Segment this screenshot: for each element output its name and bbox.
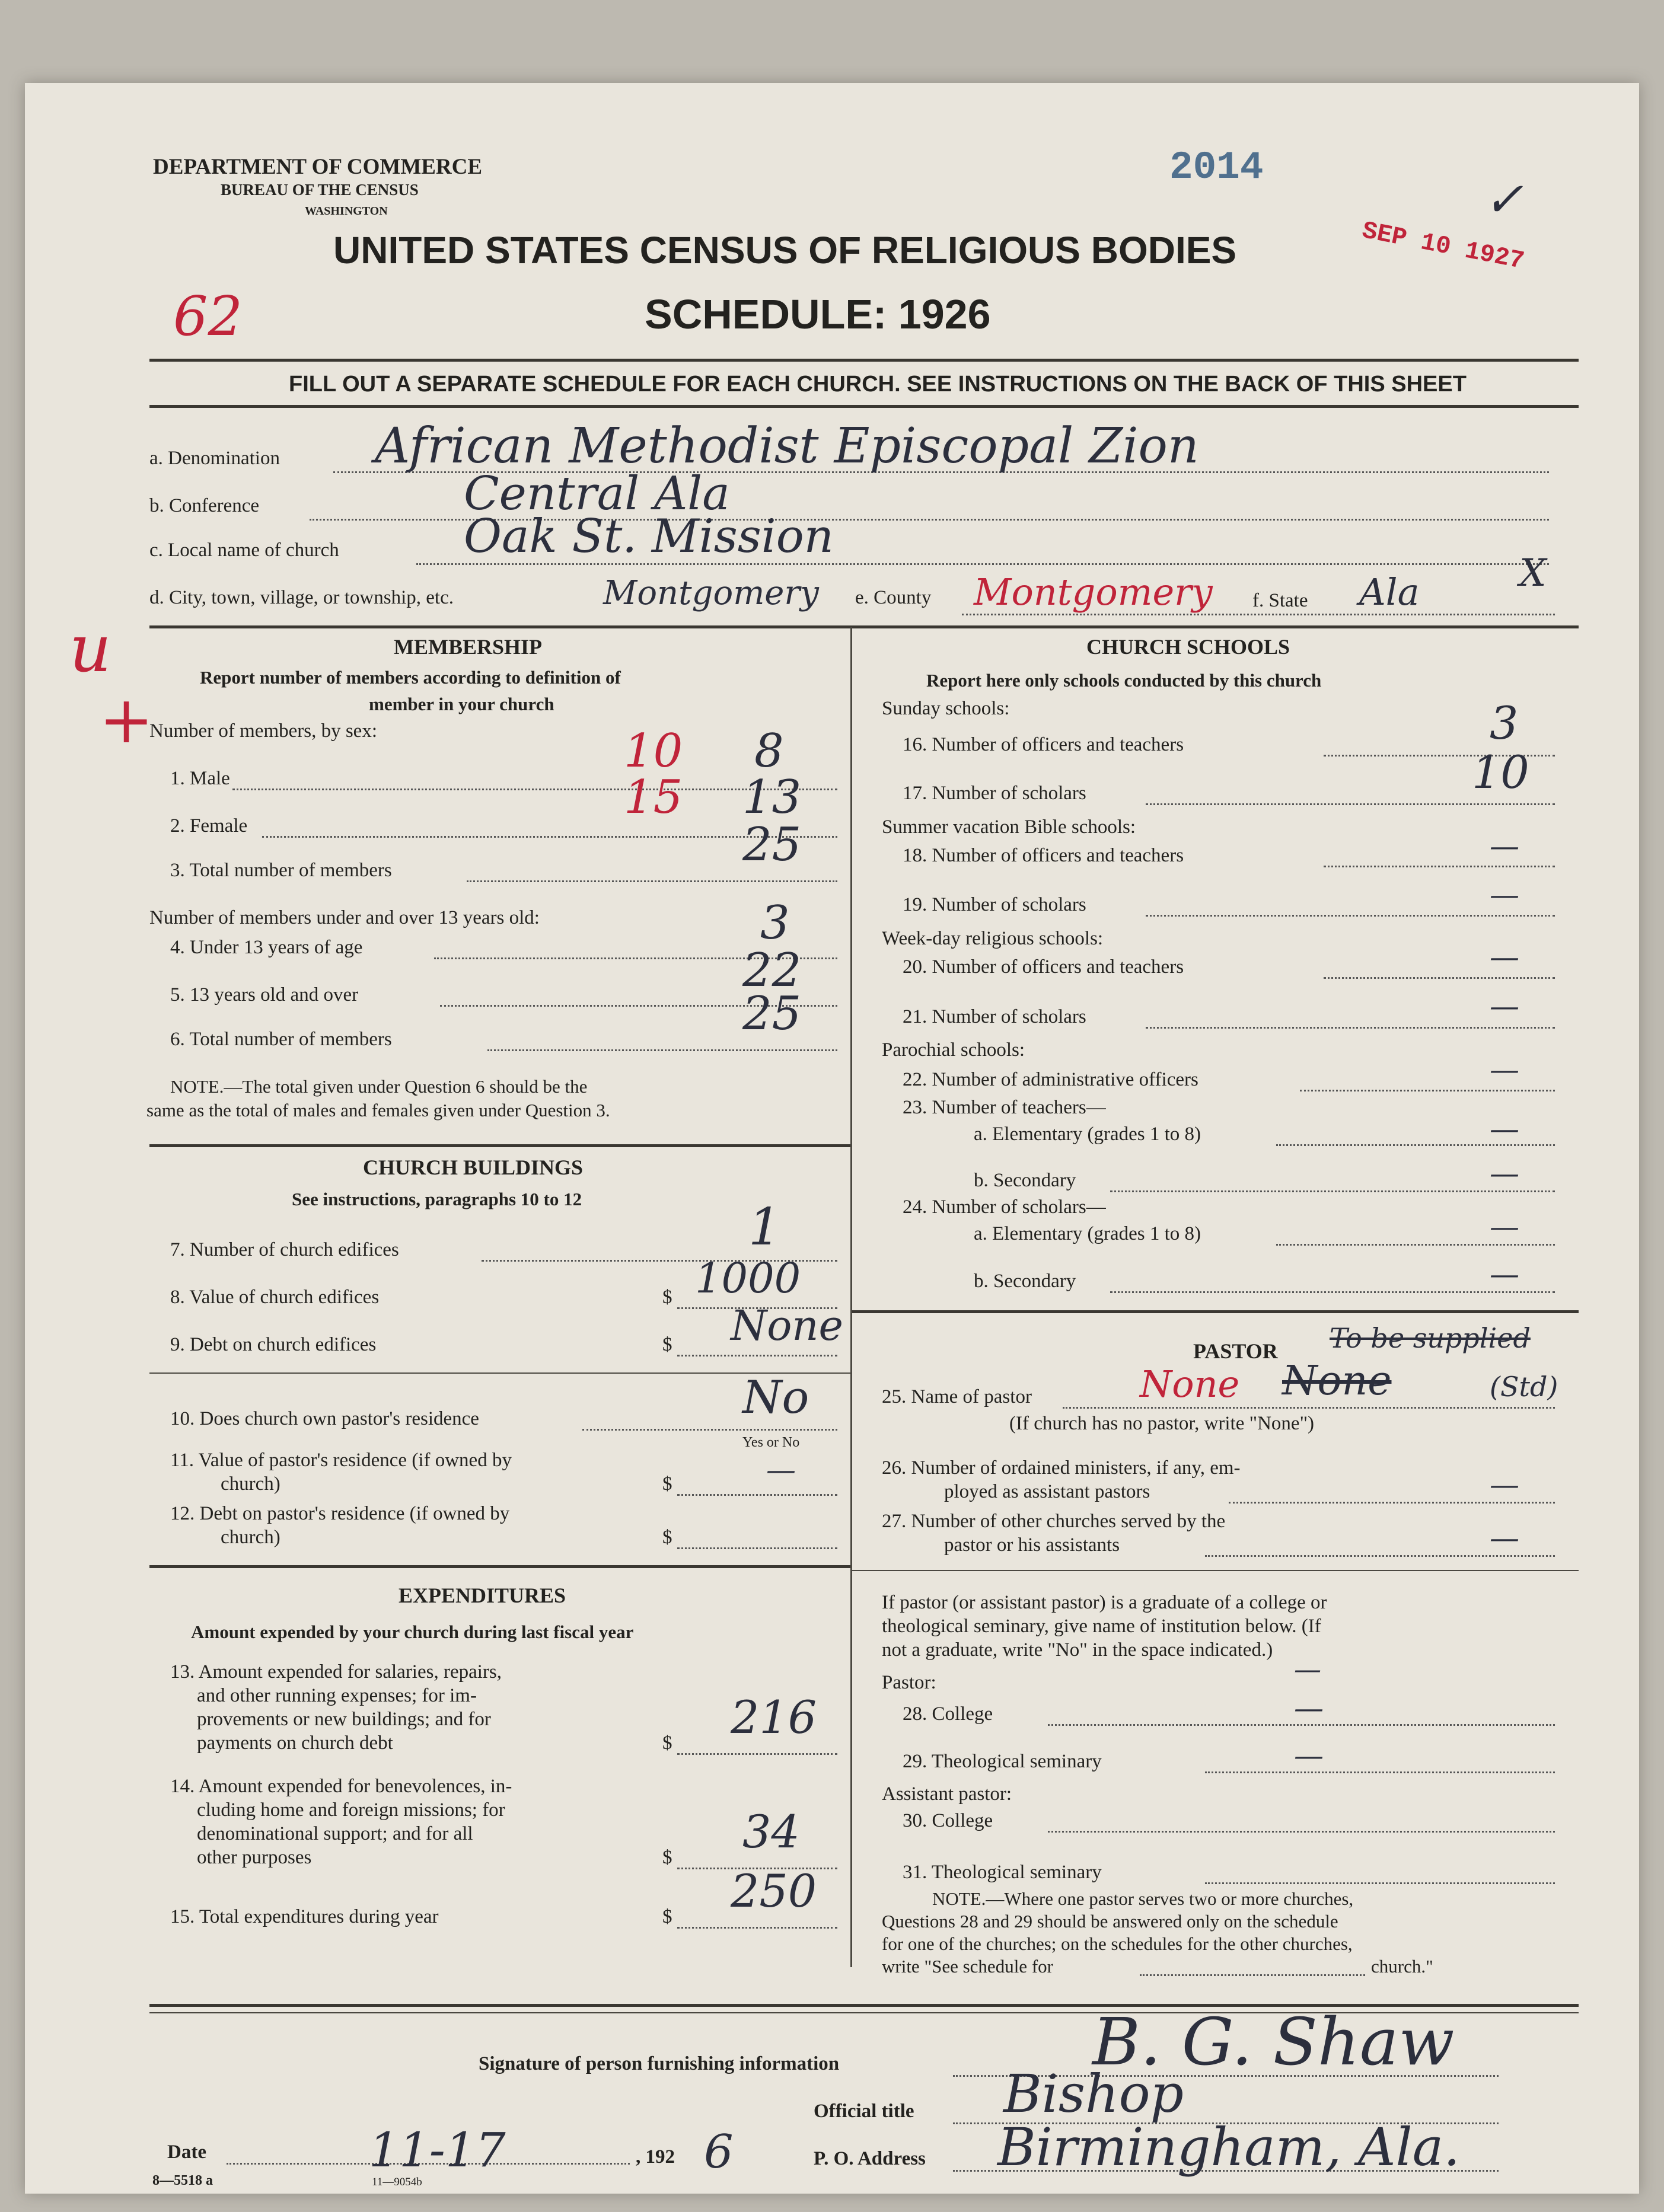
margin-number: 62 bbox=[173, 285, 243, 348]
q18-value[interactable]: — bbox=[1490, 829, 1519, 863]
q29-line bbox=[1205, 1771, 1555, 1773]
form-number: 8—5518 a bbox=[152, 2173, 213, 2188]
q25-red-value: None bbox=[1140, 1362, 1240, 1406]
schools-heading: CHURCH SCHOOLS bbox=[1086, 635, 1290, 659]
q8-label: 8. Value of church edifices bbox=[170, 1287, 380, 1308]
q26-label-2: ployed as assistant pastors bbox=[944, 1481, 1150, 1502]
summer-schools-label: Summer vacation Bible schools: bbox=[882, 816, 1136, 838]
q15-line bbox=[677, 1927, 837, 1929]
q24b-label: b. Secondary bbox=[974, 1271, 1076, 1292]
q7-value[interactable]: 1 bbox=[748, 1198, 781, 1257]
q12-label-1: 12. Debt on pastor's residence (if owned by bbox=[170, 1503, 510, 1524]
q14-label-1: 14. Amount expended for benevolences, in- bbox=[170, 1776, 512, 1797]
q8-dollar: $ bbox=[662, 1287, 672, 1308]
q27-label-1: 27. Number of other churches served by the bbox=[882, 1511, 1226, 1532]
instruction-rule bbox=[149, 405, 1579, 408]
parochial-schools-label: Parochial schools: bbox=[882, 1039, 1025, 1061]
q30-label: 30. College bbox=[903, 1810, 993, 1831]
pastor-dash: — bbox=[1294, 1653, 1321, 1685]
pastor-note-blank bbox=[1140, 1974, 1365, 1976]
schools-rule bbox=[852, 1310, 1579, 1313]
q15-value[interactable]: 250 bbox=[731, 1865, 817, 1917]
membership-subtitle-2: member in your church bbox=[369, 694, 554, 714]
q22-label: 22. Number of administrative officers bbox=[903, 1069, 1198, 1090]
q21-label: 21. Number of scholars bbox=[903, 1006, 1086, 1027]
state-label: f. State bbox=[1252, 590, 1308, 611]
q5-over13-label: 5. 13 years old and over bbox=[170, 984, 359, 1006]
q1-male-value[interactable]: 8 bbox=[754, 724, 784, 778]
denomination-label: a. Denomination bbox=[149, 448, 280, 469]
weekday-schools-label: Week-day religious schools: bbox=[882, 928, 1104, 949]
q20-label: 20. Number of officers and teachers bbox=[903, 956, 1184, 978]
q24b-line bbox=[1110, 1291, 1555, 1293]
q27-line bbox=[1205, 1555, 1555, 1557]
membership-rule bbox=[149, 1144, 850, 1147]
q3-total-label: 3. Total number of members bbox=[170, 860, 392, 881]
q24-label: 24. Number of scholars— bbox=[903, 1196, 1106, 1218]
year-value[interactable]: 6 bbox=[704, 2125, 734, 2179]
bureau-name: BUREAU OF THE CENSUS bbox=[221, 181, 419, 199]
q13-dollar: $ bbox=[662, 1732, 672, 1754]
q11-value[interactable]: — bbox=[766, 1453, 796, 1487]
q22-line bbox=[1300, 1090, 1555, 1091]
q29-label: 29. Theological seminary bbox=[903, 1751, 1102, 1772]
q9-line bbox=[677, 1355, 837, 1356]
x-mark-right: X bbox=[1519, 551, 1547, 595]
q13-label-1: 13. Amount expended for salaries, repairs, bbox=[170, 1661, 502, 1683]
yes-no-hint: Yes or No bbox=[742, 1435, 800, 1450]
q23b-label: b. Secondary bbox=[974, 1170, 1076, 1191]
print-number: 11—9054b bbox=[372, 2176, 422, 2188]
membership-subtitle-1: Report number of members according to definition of bbox=[200, 667, 621, 688]
q14-label-4: other purposes bbox=[197, 1847, 312, 1868]
q24a-value[interactable]: — bbox=[1490, 1209, 1519, 1244]
q2-female-red-value: 15 bbox=[624, 771, 683, 824]
q1-male-red-value: 10 bbox=[624, 724, 683, 778]
q23b-value[interactable]: — bbox=[1490, 1156, 1519, 1190]
q15-label: 15. Total expenditures during year bbox=[170, 1906, 439, 1927]
expenditures-heading: EXPENDITURES bbox=[399, 1584, 566, 1607]
members-by-sex-label: Number of members, by sex: bbox=[149, 720, 377, 742]
q6-line bbox=[487, 1049, 837, 1051]
q8-value[interactable]: 1000 bbox=[695, 1254, 801, 1303]
q27-value[interactable]: — bbox=[1490, 1521, 1519, 1555]
q24a-label: a. Elementary (grades 1 to 8) bbox=[974, 1223, 1201, 1244]
year-prefix: , 192 bbox=[636, 2146, 675, 2168]
q10-value[interactable]: No bbox=[742, 1371, 809, 1423]
q19-label: 19. Number of scholars bbox=[903, 894, 1086, 915]
q14-label-2: cluding home and foreign missions; for bbox=[197, 1799, 505, 1821]
church-name-line bbox=[416, 563, 1549, 565]
q17-value[interactable]: 10 bbox=[1472, 746, 1529, 799]
check-mark-top: ✓ bbox=[1484, 172, 1524, 227]
q1-male-label: 1. Male bbox=[170, 768, 230, 789]
q23a-label: a. Elementary (grades 1 to 8) bbox=[974, 1123, 1201, 1145]
q21-value[interactable]: — bbox=[1490, 989, 1519, 1023]
q3-line bbox=[467, 880, 837, 882]
q26-value[interactable]: — bbox=[1490, 1467, 1519, 1502]
q26-label-1: 26. Number of ordained ministers, if any, em- bbox=[882, 1457, 1241, 1479]
pastor-note-2: Questions 28 and 29 should be answered only on the schedule bbox=[882, 1911, 1338, 1932]
q27-label-2: pastor or his assistants bbox=[944, 1534, 1120, 1556]
county-label: e. County bbox=[855, 587, 932, 608]
pastor-heading: PASTOR bbox=[1193, 1339, 1278, 1363]
q25-instruction: (If church has no pastor, write "None") bbox=[1009, 1413, 1315, 1434]
church-name-label: c. Local name of church bbox=[149, 540, 339, 561]
pastor-subheading: Pastor: bbox=[882, 1672, 936, 1693]
department-name: DEPARTMENT OF COMMERCE bbox=[153, 155, 483, 179]
conference-value[interactable]: Central Ala bbox=[464, 467, 730, 521]
q17-label: 17. Number of scholars bbox=[903, 783, 1086, 804]
q13-label-2: and other running expenses; for im- bbox=[197, 1685, 477, 1706]
q14-value[interactable]: 34 bbox=[742, 1805, 800, 1858]
membership-note-1: NOTE.—The total given under Question 6 should be the bbox=[170, 1076, 588, 1097]
bureau-city: WASHINGTON bbox=[305, 205, 388, 218]
state-value[interactable]: Ala bbox=[1359, 570, 1420, 614]
pastor-note-1: NOTE.—Where one pastor serves two or more churches, bbox=[932, 1888, 1354, 1909]
buildings-subtitle: See instructions, paragraphs 10 to 12 bbox=[292, 1189, 582, 1209]
signature-value[interactable]: B. G. Shaw bbox=[1092, 2004, 1455, 2080]
header-rule bbox=[149, 359, 1579, 362]
sunday-schools-label: Sunday schools: bbox=[882, 698, 1010, 719]
membership-heading: MEMBERSHIP bbox=[394, 635, 543, 659]
expenditures-subtitle: Amount expended by your church during last fiscal year bbox=[191, 1622, 634, 1642]
buildings-rule bbox=[149, 1565, 850, 1568]
q13-label-3: provements or new buildings; and for bbox=[197, 1709, 491, 1730]
margin-mark-u: u bbox=[69, 611, 111, 687]
city-value[interactable]: Montgomery bbox=[603, 574, 819, 612]
q26-line bbox=[1229, 1502, 1555, 1504]
q16-label: 16. Number of officers and teachers bbox=[903, 734, 1184, 755]
q6-total-value[interactable]: 25 bbox=[742, 987, 802, 1040]
q14-dollar: $ bbox=[662, 1847, 672, 1868]
q18-label: 18. Number of officers and teachers bbox=[903, 845, 1184, 866]
conference-label: b. Conference bbox=[149, 495, 260, 516]
po-address-label: P. O. Address bbox=[814, 2148, 926, 2169]
pastor-note-4: write "See schedule for bbox=[882, 1956, 1053, 1977]
official-title-label: Official title bbox=[814, 2101, 914, 2122]
denomination-value[interactable]: African Methodist Episcopal Zion bbox=[375, 418, 1199, 474]
form-title: UNITED STATES CENSUS OF RELIGIOUS BODIES bbox=[333, 229, 1237, 272]
schools-subtitle: Report here only schools conducted by this church bbox=[926, 670, 1322, 691]
q19-value[interactable]: — bbox=[1490, 877, 1519, 912]
date-value[interactable]: 11-17 bbox=[369, 2122, 506, 2178]
q4-under13-label: 4. Under 13 years of age bbox=[170, 937, 363, 958]
q31-line bbox=[1205, 1882, 1555, 1884]
q13-label-4: payments on church debt bbox=[197, 1732, 393, 1754]
q11-line bbox=[677, 1494, 837, 1496]
q23b-line bbox=[1110, 1190, 1555, 1192]
county-line bbox=[962, 614, 1555, 615]
q13-line bbox=[677, 1753, 837, 1755]
q25-label: 25. Name of pastor bbox=[882, 1386, 1032, 1407]
instruction-banner: FILL OUT A SEPARATE SCHEDULE FOR EACH CHURCH. SEE INSTRUCTIONS ON THE BACK OF THIS SHEET bbox=[289, 372, 1467, 397]
q17-line bbox=[1146, 803, 1555, 805]
pastor-note-3: for one of the churches; on the schedules for the other churches, bbox=[882, 1933, 1353, 1954]
official-title-value[interactable]: Bishop bbox=[1003, 2063, 1184, 2124]
q25-struck-value: To be supplied bbox=[1330, 1322, 1531, 1354]
signature-label: Signature of person furnishing information bbox=[479, 2053, 840, 2074]
q22-value[interactable]: — bbox=[1490, 1052, 1519, 1087]
q21-line bbox=[1146, 1027, 1555, 1029]
q7-label: 7. Number of church edifices bbox=[170, 1239, 399, 1260]
q30-line bbox=[1048, 1831, 1555, 1833]
q9-value[interactable]: None bbox=[731, 1301, 843, 1350]
q11-dollar: $ bbox=[662, 1473, 672, 1495]
church-name-value[interactable]: Oak St. Mission bbox=[464, 510, 834, 563]
q12-line bbox=[677, 1547, 837, 1549]
q23-label: 23. Number of teachers— bbox=[903, 1097, 1106, 1118]
q31-label: 31. Theological seminary bbox=[903, 1862, 1102, 1883]
q12-label-2: church) bbox=[221, 1527, 280, 1548]
assistant-subheading: Assistant pastor: bbox=[882, 1783, 1012, 1805]
q25-value[interactable]: None bbox=[1282, 1358, 1392, 1405]
q12-dollar: $ bbox=[662, 1527, 672, 1548]
q15-dollar: $ bbox=[662, 1906, 672, 1927]
file-number-stamp: 2014 bbox=[1169, 145, 1264, 190]
county-value[interactable]: Montgomery bbox=[974, 570, 1213, 614]
q11-label-2: church) bbox=[221, 1473, 280, 1495]
q14-label-3: denominational support; and for all bbox=[197, 1823, 473, 1844]
po-address-value[interactable]: Birmingham, Ala. bbox=[997, 2117, 1461, 2178]
q9-dollar: $ bbox=[662, 1334, 672, 1355]
q4-under13-value[interactable]: 3 bbox=[760, 896, 790, 950]
city-label: d. City, town, village, or township, etc. bbox=[149, 587, 454, 608]
pastor-note-5: church." bbox=[1371, 1956, 1433, 1977]
received-date-stamp: SEP 10 1927 bbox=[1359, 216, 1527, 276]
q25-paren-note: (Std) bbox=[1490, 1371, 1558, 1403]
margin-mark-plus: + bbox=[99, 682, 154, 758]
q2-female-value[interactable]: 13 bbox=[742, 771, 802, 824]
q23a-value[interactable]: — bbox=[1490, 1112, 1519, 1146]
q5-over13-value[interactable]: 22 bbox=[742, 944, 802, 997]
column-divider bbox=[850, 627, 852, 1967]
census-schedule-form bbox=[25, 83, 1639, 2194]
q3-total-value[interactable]: 25 bbox=[742, 818, 802, 872]
q24b-value[interactable]: — bbox=[1490, 1257, 1519, 1291]
q10-line bbox=[582, 1429, 837, 1431]
membership-note-2: same as the total of males and females given under Question 3. bbox=[146, 1100, 610, 1121]
q24a-line bbox=[1276, 1244, 1555, 1246]
q2-female-label: 2. Female bbox=[170, 815, 248, 837]
q13-value[interactable]: 216 bbox=[731, 1691, 817, 1744]
q28-value[interactable]: — bbox=[1294, 1691, 1324, 1725]
q29-value[interactable]: — bbox=[1294, 1738, 1324, 1773]
schedule-title: SCHEDULE: 1926 bbox=[645, 291, 991, 337]
q18-line bbox=[1324, 866, 1555, 867]
q28-label: 28. College bbox=[903, 1703, 993, 1725]
q10-label: 10. Does church own pastor's residence bbox=[170, 1408, 479, 1429]
graduate-note-2: theological seminary, give name of institution below. (If bbox=[882, 1616, 1321, 1637]
q6-total-label: 6. Total number of members bbox=[170, 1029, 392, 1050]
q16-value[interactable]: 3 bbox=[1490, 697, 1519, 749]
q19-line bbox=[1146, 915, 1555, 917]
under-over-label: Number of members under and over 13 years old: bbox=[149, 907, 540, 928]
buildings-heading: CHURCH BUILDINGS bbox=[363, 1156, 584, 1179]
pastor-mid-rule bbox=[852, 1570, 1579, 1571]
q11-label-1: 11. Value of pastor's residence (if owned by bbox=[170, 1450, 512, 1471]
graduate-note-1: If pastor (or assistant pastor) is a graduate of a college or bbox=[882, 1592, 1327, 1613]
q25-line bbox=[1063, 1407, 1555, 1409]
id-rule bbox=[149, 625, 1579, 628]
graduate-note-3: not a graduate, write "No" in the space indicated.) bbox=[882, 1639, 1273, 1661]
q20-value[interactable]: — bbox=[1490, 940, 1519, 974]
q9-label: 9. Debt on church edifices bbox=[170, 1334, 377, 1355]
date-label: Date bbox=[167, 2141, 206, 2163]
q20-line bbox=[1324, 977, 1555, 979]
